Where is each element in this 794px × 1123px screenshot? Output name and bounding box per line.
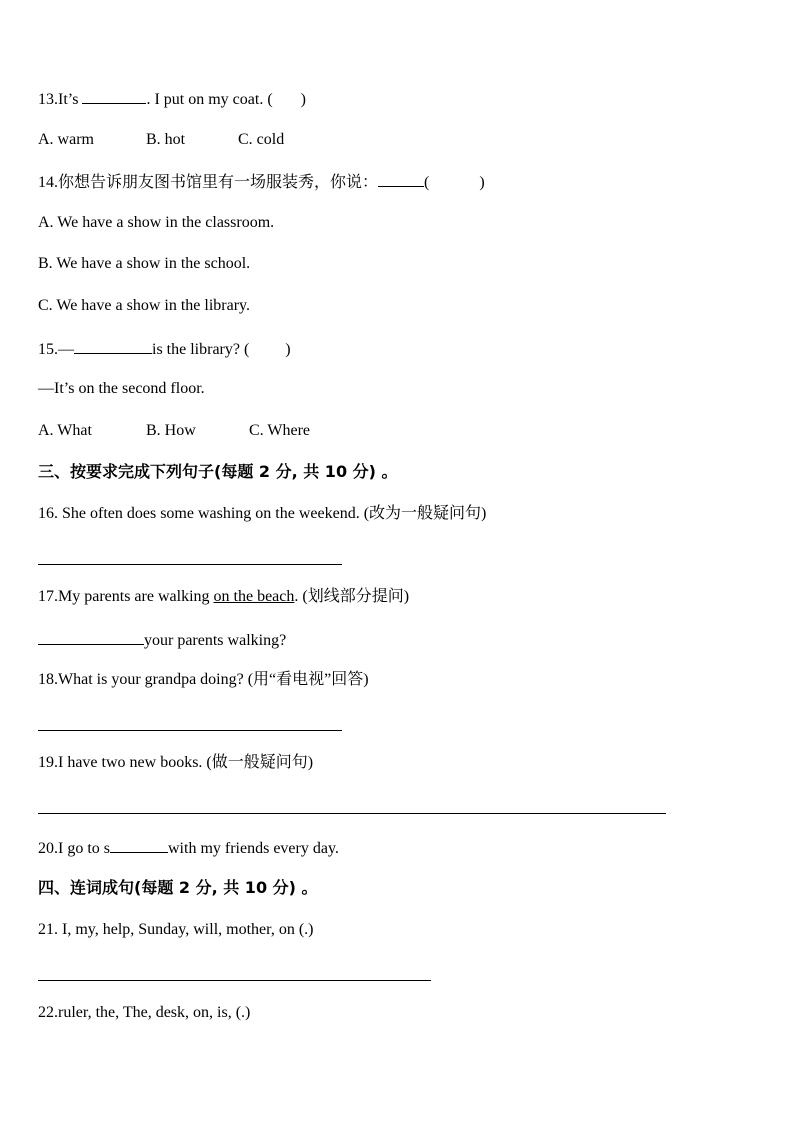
- question-15: [38, 338, 291, 360]
- q14-blank[interactable]: [378, 171, 424, 187]
- question-19: 19.I have two new books. (做一般疑问句): [38, 754, 314, 771]
- question-14: [38, 171, 485, 193]
- q19-answer-line[interactable]: [38, 813, 666, 814]
- q14-option-c: C. We have a show in the library.: [38, 297, 250, 314]
- q20-suffix: with my friends every day.: [168, 840, 339, 857]
- q17-answer-row: [38, 629, 286, 651]
- question-18: 18.What is your grandpa doing? (用“看电视”回答): [38, 671, 369, 688]
- q18-answer-line[interactable]: [38, 730, 342, 731]
- section-3-heading: 三、按要求完成下列句子(每题 2 分, 共 10 分) 。: [38, 462, 398, 481]
- q15-option-a: A. What: [38, 422, 92, 439]
- q15-option-c: C. Where: [249, 422, 311, 439]
- q17-answer-text: your parents walking?: [144, 632, 287, 649]
- q20-prefix: 20.I go to s: [38, 840, 110, 857]
- q14-text: 14.你想告诉朋友图书馆里有一场服装秀，你说：: [38, 174, 379, 191]
- q14-option-a: A. We have a show in the classroom.: [38, 214, 275, 231]
- q17-suffix: . (划线部分提问): [294, 588, 410, 605]
- q15-close: ): [285, 341, 291, 358]
- q13-option-b: B. hot: [146, 131, 186, 148]
- q17-prefix: 17.My parents are walking: [38, 588, 214, 605]
- question-17: [38, 587, 409, 607]
- q15-options: [38, 421, 310, 441]
- q14-option-b: B. We have a show in the school.: [38, 255, 251, 272]
- q13-suffix: . I put on my coat. (: [146, 91, 273, 108]
- q17-underlined: on the beach: [213, 588, 295, 605]
- q15-blank[interactable]: [74, 338, 152, 354]
- question-16: 16. She often does some washing on the weekend. (改为一般疑问句): [38, 505, 487, 522]
- q13-prefix: 13.It’s: [38, 91, 83, 108]
- q17-blank[interactable]: [38, 629, 144, 645]
- q20-blank[interactable]: [110, 837, 168, 853]
- question-22: 22.ruler, the, The, desk, on, is, (.): [38, 1004, 251, 1021]
- q14-paren-close: ): [479, 174, 485, 191]
- q15-prefix: 15.—: [38, 341, 74, 358]
- question-20: [38, 837, 339, 859]
- section-4-heading: 四、连词成句(每题 2 分, 共 10 分) 。: [38, 878, 318, 897]
- question-21: 21. I, my, help, Sunday, will, mother, on (.): [38, 921, 314, 938]
- q15-option-b: B. How: [146, 422, 196, 439]
- q15-answer: —It’s on the second floor.: [38, 380, 205, 397]
- q13-blank[interactable]: [82, 88, 146, 104]
- q13-close: ): [300, 91, 306, 108]
- q13-option-c: C. cold: [238, 131, 285, 148]
- q14-paren-open: (: [424, 174, 430, 191]
- q16-answer-line[interactable]: [38, 564, 342, 565]
- question-13: [38, 88, 306, 110]
- q21-answer-line[interactable]: [38, 980, 431, 981]
- q13-options: [38, 130, 284, 150]
- q13-option-a: A. warm: [38, 131, 94, 148]
- q15-suffix: is the library? (: [152, 341, 250, 358]
